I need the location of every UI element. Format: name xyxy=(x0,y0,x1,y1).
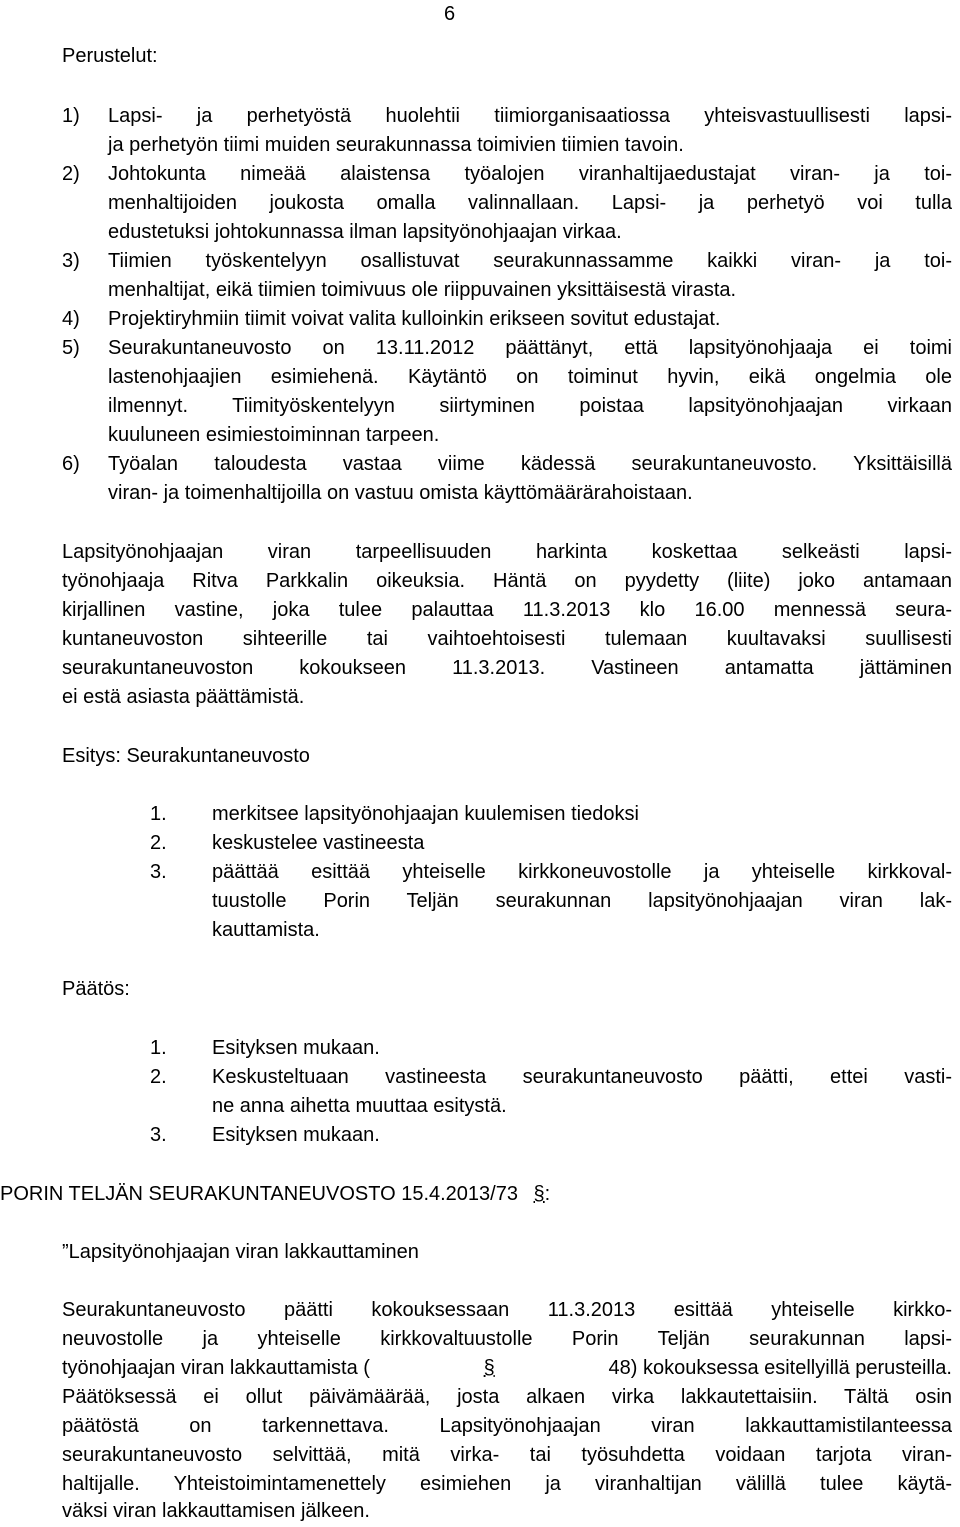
perustelut-heading: Perustelut: xyxy=(62,45,158,67)
paragraph-line: kuntaneuvoston sihteerille tai vaihtoehtoisesti tulemaan kuultavaksi suullisesti xyxy=(62,628,952,650)
reason-line: edustetuksi johtokunnassa ilman lapsityönohjaajan virkaa. xyxy=(108,221,622,243)
paragraph-line: Lapsityönohjaajan viran tarpeellisuuden harkinta koskettaa selkeästi lapsi- xyxy=(62,541,952,563)
esitys-line: tuustolle Porin Teljän seurakunnan lapsityönohjaajan viran lak- xyxy=(212,890,952,912)
section-colon: : xyxy=(544,1183,551,1205)
reason-line: ja perhetyön tiimi muiden seurakunnassa toimivien tiimien tavoin. xyxy=(108,134,684,156)
reason-number: 3) xyxy=(62,250,80,272)
paragraph-line: ei estä asiasta päättämistä. xyxy=(62,686,305,708)
paragraph-line: Seurakuntaneuvosto päätti kokouksessaan 11.3.2013 esittää yhteiselle kirkko- xyxy=(62,1299,952,1321)
paragraph-symbol: § xyxy=(483,1357,495,1379)
paatos-number: 3. xyxy=(150,1124,167,1146)
paatos-line: ne anna aihetta muuttaa esitystä. xyxy=(212,1095,507,1117)
esitys-line: keskustelee vastineesta xyxy=(212,832,425,854)
reason-number: 6) xyxy=(62,453,80,475)
section-symbol: § xyxy=(533,1183,545,1205)
reason-number: 4) xyxy=(62,308,80,330)
section-heading xyxy=(0,1180,550,1209)
reason-number: 2) xyxy=(62,163,80,185)
paragraph-line: Päätöksessä ei ollut päivämäärää, josta alkaen virka lakkautettaisiin. Tältä osin xyxy=(62,1386,952,1408)
paatos-line: Esityksen mukaan. xyxy=(212,1124,380,1146)
paragraph-line: päätöstä on tarkennettava. Lapsityönohjaajan viran lakkauttamistilanteessa xyxy=(62,1415,952,1437)
reason-line: kuuluneen esimiestoiminnan tarpeen. xyxy=(108,424,440,446)
paragraph-line-part: työnohjaajan viran lakkauttamista ( xyxy=(62,1357,370,1379)
reason-line: Työalan taloudesta vastaa viime kädessä seurakuntaneuvosto. Yksittäisillä xyxy=(108,453,952,475)
paatos-line: Keskusteltuaan vastineesta seurakuntaneuvosto päätti, ettei vasti- xyxy=(212,1066,952,1088)
page-number: 6 xyxy=(444,3,456,25)
esitys-line: päättää esittää yhteiselle kirkkoneuvostolle ja yhteiselle kirkkoval- xyxy=(212,861,952,883)
paatos-line: Esityksen mukaan. xyxy=(212,1037,380,1059)
paragraph-line: kirjallinen vastine, joka tulee palauttaa 11.3.2013 klo 16.00 mennessä seura- xyxy=(62,599,952,621)
esitys-line: merkitsee lapsityönohjaajan kuulemisen tiedoksi xyxy=(212,803,639,825)
reason-line: Seurakuntaneuvosto on 13.11.2012 päättänyt, että lapsityönohjaaja ei toimi xyxy=(108,337,952,359)
paragraph-line xyxy=(62,1354,952,1383)
paragraph-line: väksi viran lakkauttamisen jälkeen. xyxy=(62,1500,370,1522)
esitys-number: 3. xyxy=(150,861,167,883)
paragraph-line: neuvostolle ja yhteiselle kirkkovaltuustolle Porin Teljän seurakunnan lapsi- xyxy=(62,1328,952,1350)
paatos-number: 1. xyxy=(150,1037,167,1059)
subject-line: ”Lapsityönohjaajan viran lakkauttaminen xyxy=(62,1241,419,1263)
esitys-line: kauttamista. xyxy=(212,919,320,941)
esitys-heading: Esitys: Seurakuntaneuvosto xyxy=(62,745,310,767)
reason-line: menhaltijoiden joukosta omalla valinnallaan. Lapsi- ja perhetyö voi tulla xyxy=(108,192,952,214)
reason-line: menhaltijat, eikä tiimien toimivuus ole riippuvainen yksittäisestä virasta. xyxy=(108,279,737,301)
reason-line: Johtokunta nimeää alaistensa työalojen viranhaltijaedustajat viran- ja toi- xyxy=(108,163,952,185)
reason-number: 5) xyxy=(62,337,80,359)
paragraph-line-part: 48) kokouksessa esitellyillä perusteilla. xyxy=(608,1357,952,1379)
paatos-heading: Päätös: xyxy=(62,978,130,1000)
paragraph-line: seurakuntaneuvoston kokoukseen 11.3.2013. Vastineen antamatta jättäminen xyxy=(62,657,952,679)
section-heading-text: PORIN TELJÄN SEURAKUNTANEUVOSTO 15.4.2013/73 xyxy=(0,1183,518,1205)
paragraph-line: seurakuntaneuvosto selvittää, mitä virka- tai työsuhdetta voidaan tarjota viran- xyxy=(62,1444,952,1466)
esitys-number: 2. xyxy=(150,832,167,854)
paragraph-line: haltijalle. Yhteistoimintamenettely esimiehen ja viranhaltijan välillä tulee käytä- xyxy=(62,1473,952,1495)
reason-line: viran- ja toimenhaltijoilla on vastuu omista käyttömäärärahoistaan. xyxy=(108,482,693,504)
esitys-number: 1. xyxy=(150,803,167,825)
reason-line: Projektiryhmiin tiimit voivat valita kulloinkin erikseen sovitut edustajat. xyxy=(108,308,721,330)
paragraph-line: työnohjaaja Ritva Parkkalin oikeuksia. Häntä on pyydetty (liite) joko antamaan xyxy=(62,570,952,592)
paatos-number: 2. xyxy=(150,1066,167,1088)
reason-line: lastenohjaajien esimiehenä. Käytäntö on toiminut hyvin, eikä ongelmia ole xyxy=(108,366,952,388)
reason-number: 1) xyxy=(62,105,80,127)
reason-line: ilmennyt. Tiimityöskentelyyn siirtyminen poistaa lapsityönohjaajan virkaan xyxy=(108,395,952,417)
reason-line: Lapsi- ja perhetyöstä huolehtii tiimiorganisaatiossa yhteisvastuullisesti lapsi- xyxy=(108,105,952,127)
reason-line: Tiimien työskentelyyn osallistuvat seurakunnassamme kaikki viran- ja toi- xyxy=(108,250,952,272)
